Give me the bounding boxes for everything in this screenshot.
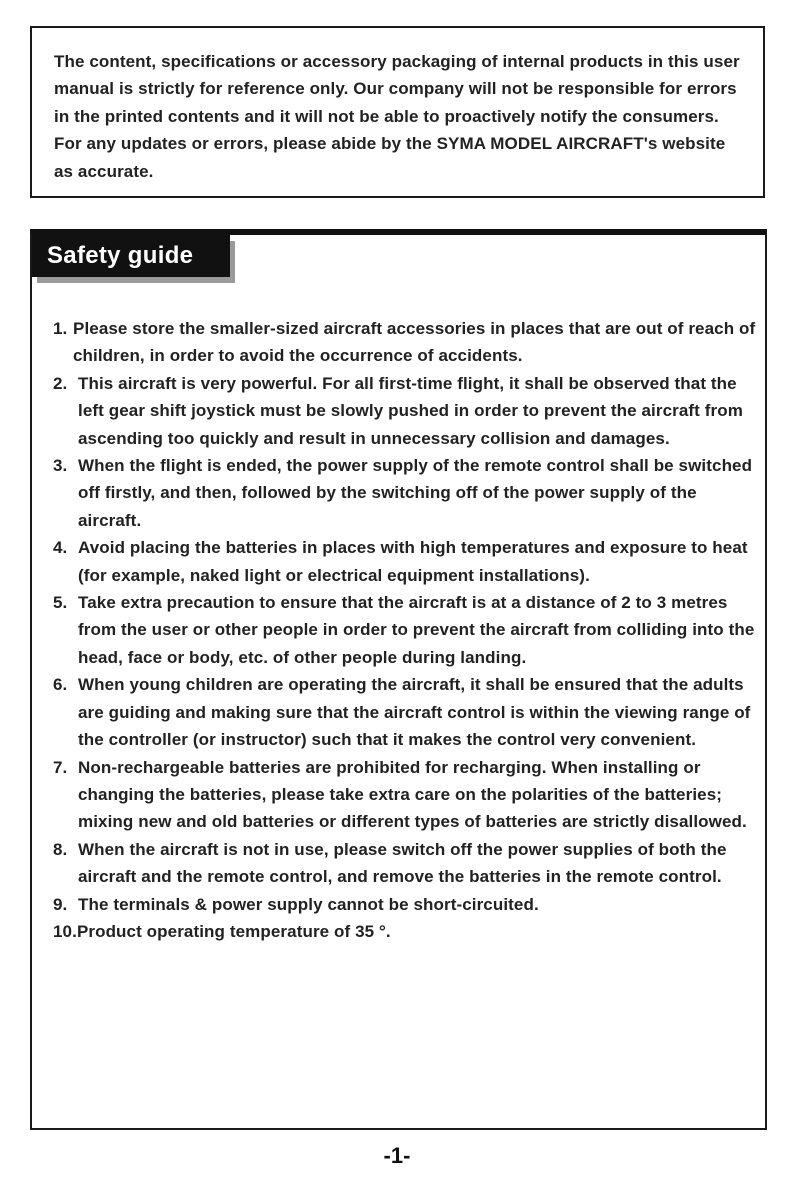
item-text: Non-rechargeable batteries are prohibited for recharging. When installing or changing the batteries, please take extra care on the polarities of the batteries; mixing new and old batteries or different types of batteries are strictly disallowed. [78, 757, 747, 832]
safety-guide-item [53, 891, 757, 918]
item-text: Product operating temperature of 35 °. [76, 921, 391, 941]
item-text: The terminals & power supply cannot be short-circuited. [78, 894, 539, 914]
safety-guide-header [32, 235, 230, 277]
safety-guide-item [53, 534, 757, 589]
disclaimer-text: The content, specifications or accessory packaging of internal products in this user manual is strictly for reference only. Our company will not be responsible for errors in the printed contents and it will not be able to proactively notify the consumers. For any updates or errors, please abide by the SYMA MODEL AIRCRAFT's website as accurate. [54, 52, 740, 181]
safety-guide-item [53, 836, 757, 891]
item-text: When the flight is ended, the power supply of the remote control shall be switched off firstly, and then, followed by the switching off of the power supply of the aircraft. [78, 456, 753, 530]
item-number: 10. [53, 921, 77, 941]
item-text: This aircraft is very powerful. For all first-time flight, it shall be observed that the left gear shift joystick must be slowly pushed in order to prevent the aircraft from ascending too quickly and result in unnecessary collision and damages. [78, 373, 743, 448]
item-number: 7. [53, 757, 68, 777]
item-number: 2. [53, 373, 68, 393]
safety-guide-item [53, 671, 757, 753]
item-number: 9. [53, 894, 68, 914]
safety-guide-section [30, 229, 767, 1130]
item-number: 5. [53, 593, 68, 613]
safety-guide-item [53, 370, 757, 452]
page-number: -1- [383, 1143, 411, 1168]
item-number: 4. [53, 538, 68, 558]
safety-guide-list [53, 315, 757, 945]
disclaimer-box [30, 26, 765, 198]
safety-guide-title: Safety guide [47, 242, 194, 269]
item-number: 8. [53, 839, 68, 859]
item-number: 3. [53, 456, 68, 476]
safety-guide-item [53, 918, 757, 945]
item-text: When young children are operating the aircraft, it shall be ensured that the adults are guiding and making sure that the aircraft control is within the viewing range of the controller (or instructor) such that it makes the control very convenient. [78, 675, 751, 750]
item-text: Please store the smaller-sized aircraft accessories in places that are out of reach of children, in order to avoid the occurrence of accidents. [73, 319, 756, 366]
safety-guide-item [53, 589, 757, 671]
item-number: 1. [53, 319, 68, 338]
safety-guide-item [53, 754, 757, 836]
item-text: When the aircraft is not in use, please switch off the power supplies of both the aircraft and the remote control, and remove the batteries in the remote control. [78, 839, 727, 887]
safety-guide-item [53, 452, 757, 534]
item-text: Take extra precaution to ensure that the aircraft is at a distance of 2 to 3 metres from the user or other people in order to prevent the aircraft from colliding into the head, face or body, etc. of other people during landing. [78, 593, 755, 667]
item-number: 6. [53, 675, 68, 695]
safety-guide-item [53, 315, 757, 370]
item-text: Avoid placing the batteries in places with high temperatures and exposure to heat (for example, naked light or electrical equipment installations). [78, 538, 748, 585]
